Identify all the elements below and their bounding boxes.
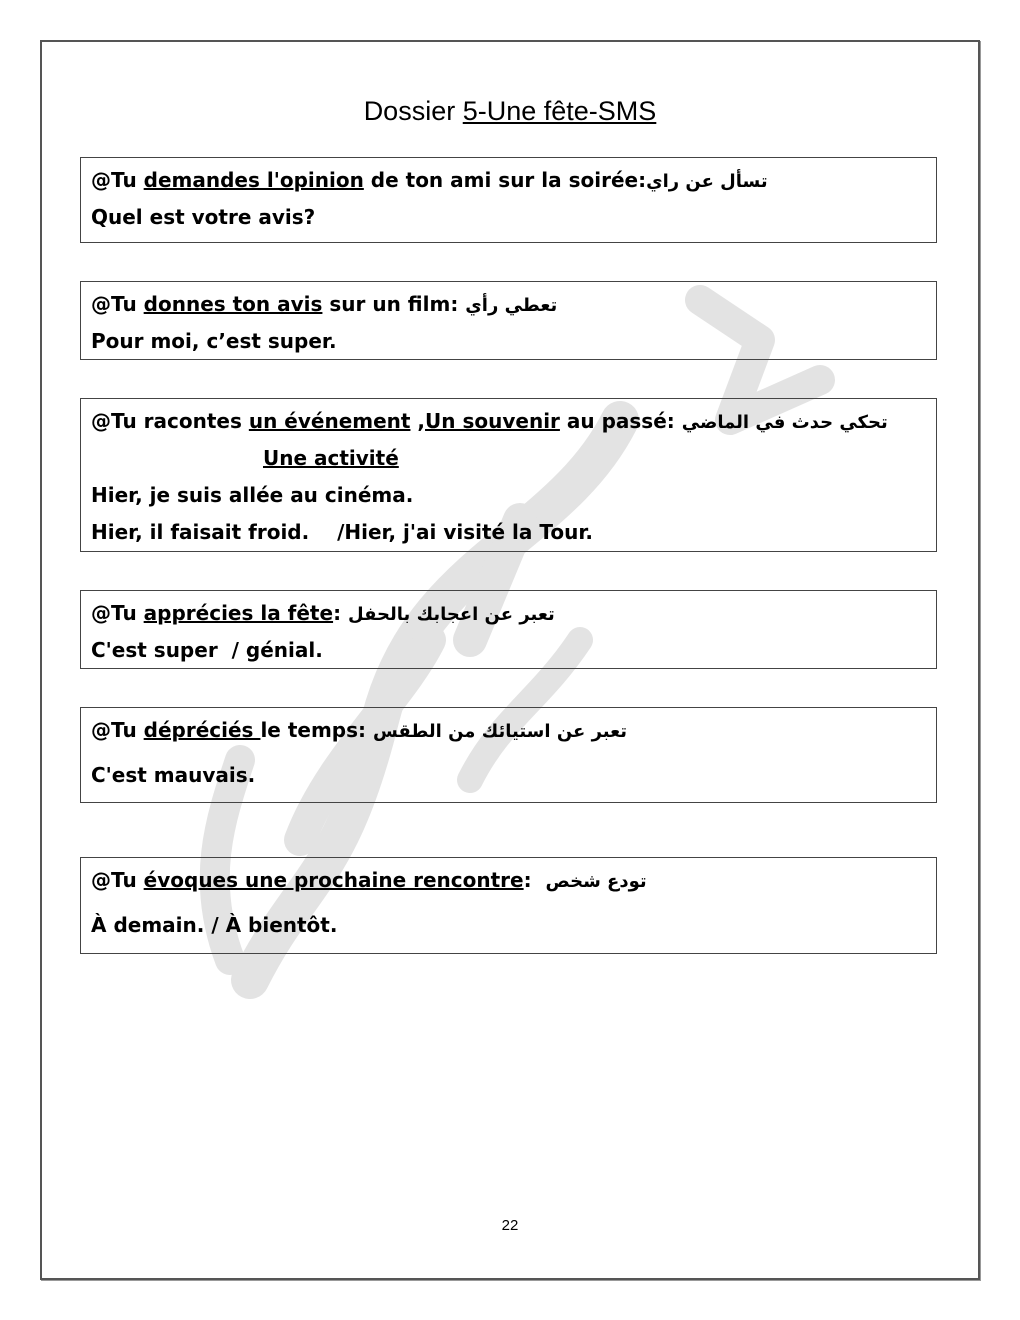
example-text-2: Hier, il faisait froid. /Hier, j'ai visité la Tour. — [91, 520, 593, 544]
section-heading: @Tu évoques une prochaine rencontre: تودع شخص — [91, 868, 647, 892]
example-text: À demain. / À bientôt. — [91, 913, 338, 937]
section-give-opinion — [80, 281, 937, 360]
page-number: 22 — [501, 1217, 519, 1234]
example-text: Hier, je suis allée au cinéma. — [91, 483, 414, 507]
section-depreciate — [80, 707, 937, 803]
section-subheading: Une activité — [263, 446, 399, 470]
section-opinion-request — [80, 157, 937, 243]
section-heading: @Tu demandes l'opinion de ton ami sur la soirée:تسأل عن راي — [91, 168, 768, 192]
section-tell-event — [80, 398, 937, 552]
example-text: C'est super / génial. — [91, 638, 323, 662]
example-text: C'est mauvais. — [91, 763, 256, 787]
section-heading: @Tu dépréciés le temps: تعبر عن استيائك من الطقس — [91, 718, 628, 742]
section-heading: @Tu apprécies la fête: تعبر عن اعجابك بالحفل — [91, 601, 555, 625]
page-title: Dossier 5-Une fête-SMS — [363, 96, 657, 126]
example-text: Quel est votre avis? — [91, 205, 316, 229]
section-heading: @Tu donnes ton avis sur un film: تعطي رأي — [91, 292, 558, 316]
section-appreciate — [80, 590, 937, 669]
section-heading: @Tu racontes un événement ,Un souvenir au passé: تحكي حدث في الماضي — [91, 409, 888, 433]
section-next-meeting — [80, 857, 937, 954]
example-text: Pour moi, c’est super. — [91, 329, 337, 353]
